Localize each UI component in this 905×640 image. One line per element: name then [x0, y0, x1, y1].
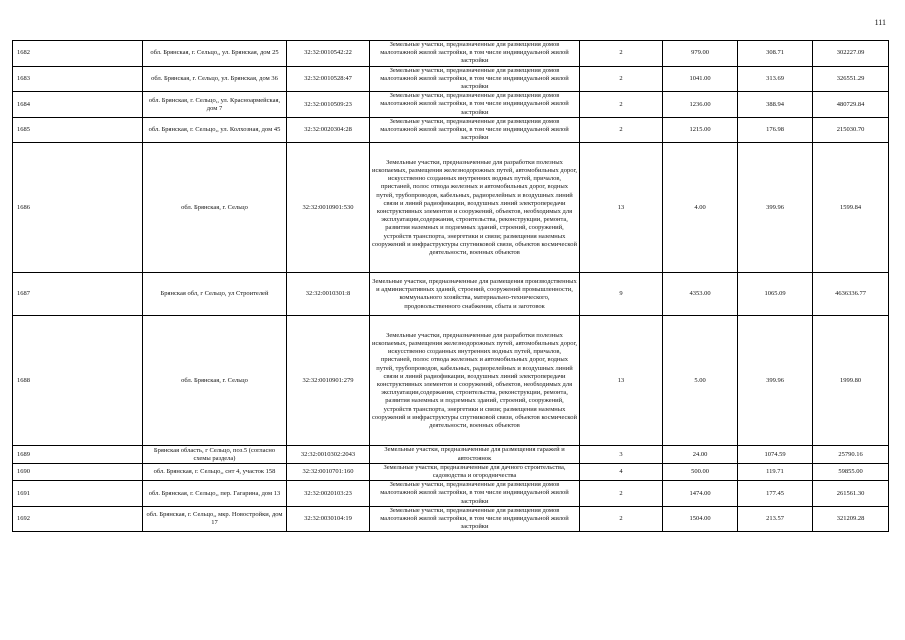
address-cell: обл. Брянская, г. Сельцо, ул. Брянская, дом 36 — [143, 66, 287, 92]
land-use-cell: Земельные участки, предназначенные для размещения домов малоэтажной жилой застройки, в том числе индивидуальной жилой застройки — [370, 66, 580, 92]
address-cell: Брянская область, г Сельцо, поз.5 (согласно схемы раздела) — [143, 446, 287, 463]
land-use-cell: Земельные участки, предназначенные для размещения домов малоэтажной жилой застройки, в том числе индивидуальной жилой застройки — [370, 481, 580, 507]
address-cell: обл. Брянская, г. Сельцо — [143, 143, 287, 273]
group-cell: 2 — [580, 41, 663, 67]
cadastral-value-cell: 1999.80 — [813, 316, 889, 446]
row-number: 1687 — [13, 273, 143, 316]
land-registry-table — [12, 40, 889, 532]
area-cell: 1474.00 — [663, 481, 738, 507]
land-use-cell: Земельные участки, предназначенные для размещения домов малоэтажной жилой застройки, в том числе индивидуальной жилой застройки — [370, 117, 580, 143]
land-use-cell: Земельные участки, предназначенные для размещения производственных и административных зданий, строений, сооружений промышленности, коммунального хозяйства, материально-технического, продовольственного снабжения, сбыта и заготовок — [370, 273, 580, 316]
land-use-cell: Земельные участки, предназначенные для размещения домов малоэтажной жилой застройки, в том числе индивидуальной жилой застройки — [370, 506, 580, 532]
table-row — [13, 316, 889, 446]
page-number: 111 — [874, 18, 886, 27]
land-use-cell: Земельные участки, предназначенные для разработки полезных ископаемых, размещения железнодорожных путей, автомобильных дорог, искусственно созданных внутренних водных путей, причалов, пристаней, полос отвода железных и автомобильных дорог, водных путей, трубопроводов, кабельных, радиорелейных и воздушных линий связи и линий радиофикации, воздушных линий электропередачи конструктивных элементов и сооружений, объектов, необходимых для эксплуатации,содержания, строительства, реконструкции, ремонта, развития наземных и подземных зданий, строений, сооружений, устройств транспорта, энергетики и связи; размещения наземных сооружений и инфраструктуры спутниковой связи, объектов космической деятельности, военных объектов — [370, 143, 580, 273]
address-cell: Брянская обл, г Сельцо, ул Строителей — [143, 273, 287, 316]
cadastral-number-cell: 32:32:0010528:47 — [287, 66, 370, 92]
rate-cell: 308.71 — [738, 41, 813, 67]
table-row — [13, 446, 889, 463]
cadastral-value-cell: 59855.00 — [813, 463, 889, 480]
land-use-cell: Земельные участки, предназначенные для разработки полезных ископаемых, размещения железнодорожных путей, автомобильных дорог, искусственно созданных внутренних водных путей, причалов, пристаней, полос отвода железных и автомобильных дорог, водных путей, трубопроводов, кабельных, радиорелейных и воздушных линий связи и линий радиофикации, воздушных линий электропередачи конструктивных элементов и сооружений, объектов, необходимых для эксплуатации,содержания, строительства, реконструкции, ремонта, развития наземных и подземных зданий, строений, сооружений, устройств транспорта, энергетики и связи; размещения наземных сооружений и инфраструктуры спутниковой связи, объектов космической деятельности, военных объектов — [370, 316, 580, 446]
group-cell: 2 — [580, 92, 663, 118]
cadastral-number-cell: 32:32:0020304:28 — [287, 117, 370, 143]
row-number: 1685 — [13, 117, 143, 143]
cadastral-number-cell: 32:32:0010901:530 — [287, 143, 370, 273]
row-number: 1690 — [13, 463, 143, 480]
area-cell: 5.00 — [663, 316, 738, 446]
address-cell: обл. Брянская, г. Сельцо,, ул. Брянская, дом 25 — [143, 41, 287, 67]
table-row — [13, 463, 889, 480]
rate-cell: 176.98 — [738, 117, 813, 143]
cadastral-number-cell: 32:32:0010509:23 — [287, 92, 370, 118]
group-cell: 13 — [580, 316, 663, 446]
row-number: 1682 — [13, 41, 143, 67]
address-cell: обл. Брянская, г. Сельцо — [143, 316, 287, 446]
group-cell: 13 — [580, 143, 663, 273]
address-cell: обл. Брянская, г. Сельцо,, ул. Красноармейская, дом 7 — [143, 92, 287, 118]
address-cell: обл. Брянская, г. Сельцо,, пер. Гагарина, дом 13 — [143, 481, 287, 507]
rate-cell: 399.96 — [738, 143, 813, 273]
row-number: 1689 — [13, 446, 143, 463]
row-number: 1686 — [13, 143, 143, 273]
rate-cell: 213.57 — [738, 506, 813, 532]
rate-cell: 399.96 — [738, 316, 813, 446]
cadastral-number-cell: 32:32:0010901:279 — [287, 316, 370, 446]
address-cell: обл. Брянская, г. Сельцо,, ул. Колхозная, дом 45 — [143, 117, 287, 143]
row-number: 1684 — [13, 92, 143, 118]
table-body — [13, 41, 889, 532]
address-cell: обл. Брянская, г. Сельцо,, мкр. Новостройки, дом 17 — [143, 506, 287, 532]
cadastral-number-cell: 32:32:0030104:19 — [287, 506, 370, 532]
group-cell: 4 — [580, 463, 663, 480]
table-row — [13, 506, 889, 532]
cadastral-number-cell: 32:32:0010701:160 — [287, 463, 370, 480]
row-number: 1691 — [13, 481, 143, 507]
rate-cell: 1065.09 — [738, 273, 813, 316]
cadastral-number-cell: 32:32:0010542:22 — [287, 41, 370, 67]
area-cell: 4.00 — [663, 143, 738, 273]
area-cell: 979.00 — [663, 41, 738, 67]
area-cell: 1504.00 — [663, 506, 738, 532]
address-cell: обл. Брянская, г. Сельцо,, снт 4, участок 158 — [143, 463, 287, 480]
cadastral-value-cell: 321209.28 — [813, 506, 889, 532]
table-row — [13, 41, 889, 67]
cadastral-number-cell: 32:32:0010301:8 — [287, 273, 370, 316]
row-number: 1683 — [13, 66, 143, 92]
cadastral-number-cell: 32:32:0020103:23 — [287, 481, 370, 507]
cadastral-number-cell: 32:32:0010302:2043 — [287, 446, 370, 463]
area-cell: 1041.00 — [663, 66, 738, 92]
area-cell: 1236.00 — [663, 92, 738, 118]
cadastral-value-cell: 326551.29 — [813, 66, 889, 92]
area-cell: 4353.00 — [663, 273, 738, 316]
group-cell: 2 — [580, 481, 663, 507]
table-row — [13, 273, 889, 316]
area-cell: 24.00 — [663, 446, 738, 463]
rate-cell: 1074.59 — [738, 446, 813, 463]
table-row — [13, 66, 889, 92]
group-cell: 2 — [580, 506, 663, 532]
rate-cell: 313.69 — [738, 66, 813, 92]
row-number: 1692 — [13, 506, 143, 532]
table-row — [13, 481, 889, 507]
cadastral-value-cell: 302227.09 — [813, 41, 889, 67]
cadastral-value-cell: 4636336.77 — [813, 273, 889, 316]
land-use-cell: Земельные участки, предназначенные для размещения домов малоэтажной жилой застройки, в том числе индивидуальной жилой застройки — [370, 92, 580, 118]
cadastral-value-cell: 261561.30 — [813, 481, 889, 507]
cadastral-value-cell: 1599.84 — [813, 143, 889, 273]
group-cell: 3 — [580, 446, 663, 463]
row-number: 1688 — [13, 316, 143, 446]
area-cell: 500.00 — [663, 463, 738, 480]
table-row — [13, 143, 889, 273]
cadastral-value-cell: 215030.70 — [813, 117, 889, 143]
rate-cell: 177.45 — [738, 481, 813, 507]
area-cell: 1215.00 — [663, 117, 738, 143]
rate-cell: 388.94 — [738, 92, 813, 118]
group-cell: 2 — [580, 66, 663, 92]
group-cell: 2 — [580, 117, 663, 143]
group-cell: 9 — [580, 273, 663, 316]
cadastral-value-cell: 480729.84 — [813, 92, 889, 118]
table-row — [13, 92, 889, 118]
land-use-cell: Земельные участки, предназначенные для размещения гаражей и автостоянок — [370, 446, 580, 463]
land-use-cell: Земельные участки, предназначенные для размещения домов малоэтажной жилой застройки, в том числе индивидуальной жилой застройки — [370, 41, 580, 67]
land-use-cell: Земельные участки, предназначенные для дачного строительства, садоводства и огородничества — [370, 463, 580, 480]
rate-cell: 119.71 — [738, 463, 813, 480]
table-row — [13, 117, 889, 143]
cadastral-value-cell: 25790.16 — [813, 446, 889, 463]
